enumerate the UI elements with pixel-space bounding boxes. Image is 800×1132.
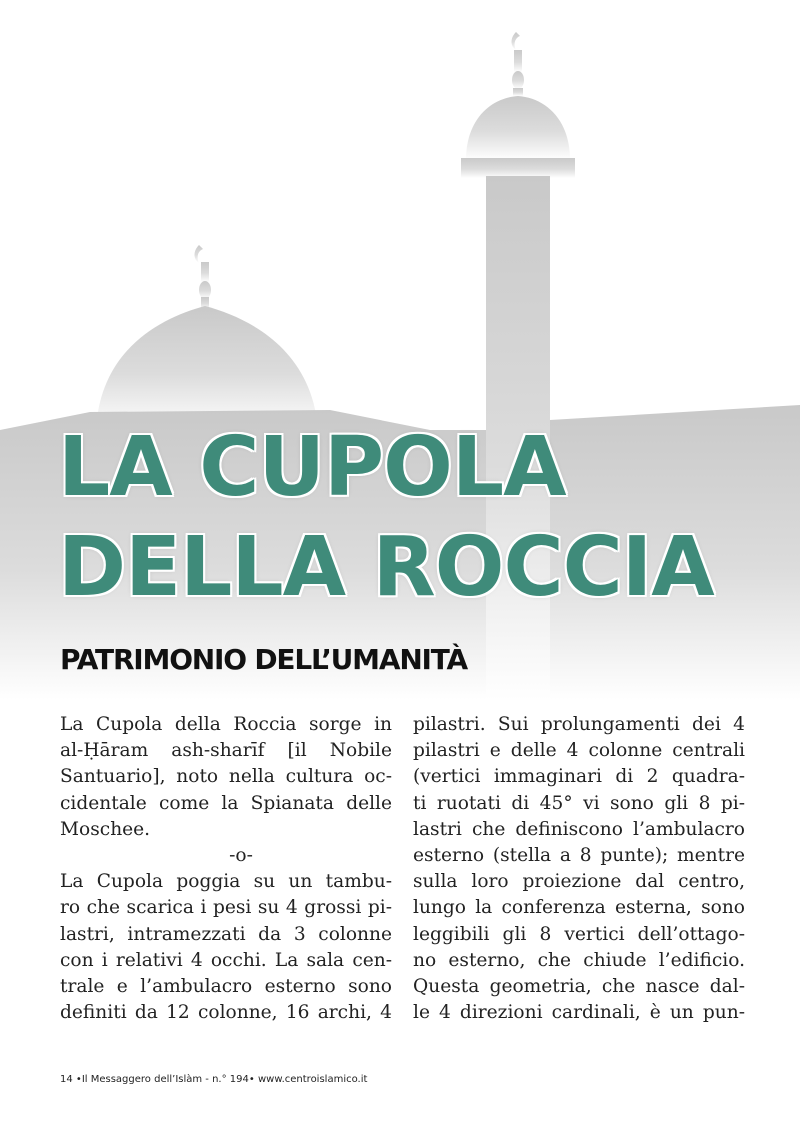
publication-name: •Il Messaggero dell’Islàm - n.° 194• [75, 1074, 255, 1085]
text-line: Moschee. [60, 818, 151, 840]
text-line: Questa geometria, che nasce dal- [413, 976, 745, 998]
text-line: pilastri. Sui prolungamenti dei 4 [413, 714, 745, 735]
text-line: (vertici immaginari di 2 quadra- [413, 766, 745, 788]
text-line: leggibili gli 8 vertici dell’ottago- [413, 923, 745, 945]
text-line: lungo la conferenza esterna, sono [413, 897, 745, 919]
section-separator: -o- [229, 845, 253, 867]
text-line: La Cupola della Roccia sorge in [60, 714, 392, 735]
text-line: con i relativi 4 occhi. La sala cen- [60, 949, 392, 971]
text-line: pilastri e delle 4 colonne centrali [413, 740, 745, 762]
paragraph-structure [60, 869, 392, 1026]
text-line: lastri che definiscono l’ambulacro [413, 818, 745, 840]
text-line: definiti da 12 colonne, 16 archi, 4 [60, 1002, 392, 1024]
text-line: La Cupola poggia su un tambu- [60, 871, 392, 893]
article-subtitle: PATRIMONIO DELL’UMANITÀ [60, 643, 467, 676]
right-text-column [413, 712, 745, 1026]
text-line: sulla loro proiezione dal centro, [413, 871, 745, 893]
title-line-1: LA CUPOLA [58, 420, 566, 515]
article-title [58, 418, 714, 618]
text-line: le 4 direzioni cardinali, è un pun- [413, 1002, 745, 1024]
page-number: 14 [60, 1074, 73, 1085]
text-line: cidentale come la Spianata delle [60, 792, 392, 814]
paragraph-intro [60, 712, 392, 843]
text-line: al-Ḥāram ash-sharīf [il Nobile [60, 740, 392, 762]
website-link[interactable]: www.centroislamico.it [257, 1074, 368, 1085]
paragraph-continued [413, 712, 745, 1026]
text-line: ti ruotati di 45° vi sono gli 8 pi- [413, 792, 745, 814]
text-line: Santuario], noto nella cultura oc- [60, 766, 392, 788]
title-line-2: DELLA ROCCIA [58, 520, 714, 615]
left-text-column [60, 712, 392, 1026]
page-footer [60, 1074, 367, 1085]
text-line: esterno (stella a 8 punte); mentre [413, 845, 745, 867]
text-line: trale e l’ambulacro esterno sono [60, 976, 392, 998]
text-line: no esterno, che chiude l’edificio. [413, 949, 745, 971]
text-line: lastri, intramezzati da 3 colonne [60, 923, 392, 945]
text-line: ro che scarica i pesi su 4 grossi pi- [60, 897, 392, 919]
